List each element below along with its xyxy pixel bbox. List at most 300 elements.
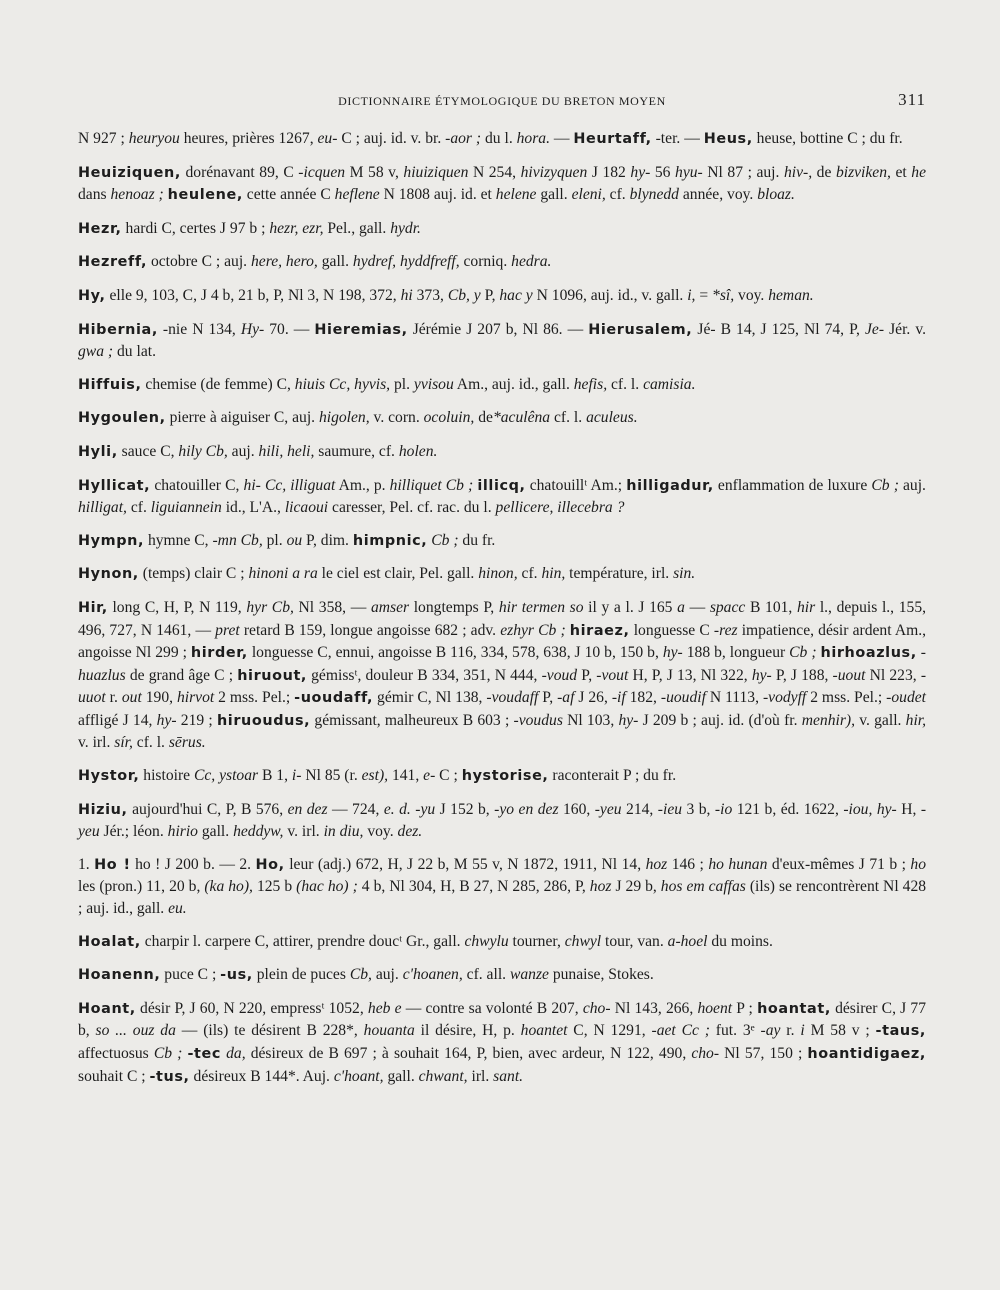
entry-text: N 927 ;: [78, 130, 129, 147]
entry-text: 188 b, longueur: [682, 644, 790, 662]
entry-text: (ils) se rencontrèrent Nl 428 ; auj. id., gall.: [78, 878, 927, 918]
headword: Hoant,: [78, 1000, 136, 1017]
entry-text: aujourd'hui C, P, B 576,: [127, 800, 288, 818]
italic-form: -yeu: [594, 800, 622, 818]
italic-form: liguiannein: [150, 499, 222, 517]
entry-hyllicat: [78, 475, 926, 519]
headword: Hiffuis,: [78, 376, 142, 393]
entry-hiffuis: [78, 374, 926, 397]
italic-form: hiuiziquen: [403, 163, 469, 181]
entry-text: auj.: [371, 966, 403, 984]
entry-text: B 101,: [745, 598, 797, 616]
entry-text: plein de puces: [252, 966, 350, 984]
entry-hoant: [78, 998, 926, 1088]
entry-text: Am., p.: [335, 476, 390, 494]
entry-text: impatience, désir ardent Am., angoisse Nl 299 ;: [78, 621, 927, 662]
headword: hiraez,: [569, 622, 630, 639]
entry-text: octobre C ; auj.: [147, 253, 251, 271]
italic-form: -aet Cc ;: [651, 1022, 710, 1040]
entry-text: chatouillᵗ Am.;: [525, 476, 627, 494]
entry-hiziu: [78, 799, 926, 843]
italic-form: ocoluin,: [423, 409, 475, 427]
entry-text: long C, H, P, N 119,: [107, 598, 247, 616]
italic-form: -uout: [832, 666, 866, 684]
entry-text: fut. 3ᵉ: [709, 1022, 761, 1040]
italic-form: eu-: [317, 130, 338, 147]
italic-form: en dez: [287, 800, 328, 818]
headword: heulene,: [167, 187, 243, 204]
entry-text: hardi C, certes J 97 b ;: [121, 219, 270, 237]
entry-text: gall.: [317, 253, 353, 271]
page-number: 311: [898, 90, 926, 109]
italic-form: -if: [611, 689, 626, 707]
italic-form: licaoui: [284, 499, 329, 517]
headword: hoantidigaez,: [807, 1046, 926, 1062]
entry-heurtaff: [78, 128, 926, 151]
italic-form: (ka ho),: [204, 878, 253, 896]
entry-text: Nl 57, 150 ;: [719, 1045, 808, 1062]
entry-text: Nl 223,: [865, 666, 921, 684]
italic-form: c'hoanen,: [402, 966, 463, 984]
entry-text: 121 b, éd. 1622,: [732, 800, 844, 818]
entry-text: désirer C, J 77 b,: [78, 999, 926, 1040]
italic-form: bizviken,: [835, 163, 891, 181]
italic-form: hilliquet Cb ;: [389, 476, 474, 494]
italic-form: in diu,: [323, 823, 364, 841]
italic-form: hinoni a ra: [248, 565, 318, 583]
italic-form: amser: [370, 598, 410, 616]
entry-text: -ter. —: [651, 130, 704, 147]
entry-text: cf.: [605, 186, 630, 204]
headword: Hir,: [78, 599, 108, 616]
italic-form: hir: [796, 598, 816, 616]
entry-text: P, J 188,: [771, 666, 833, 684]
headword: Hibernia,: [78, 321, 158, 338]
entry-text: =: [695, 286, 713, 304]
entry-text: cette année C: [242, 186, 335, 204]
entry-text: Nl 85 (r.: [301, 767, 362, 785]
italic-form: ou: [286, 531, 303, 549]
entry-hympn: [78, 530, 926, 553]
entry-text: sauce C,: [117, 442, 179, 460]
italic-form: (hac ho) ;: [296, 878, 358, 896]
headword: hilligadur,: [626, 477, 714, 494]
entry-text: N 1808 auj. id. et: [379, 186, 496, 204]
headword: Hyllicat,: [78, 477, 151, 494]
italic-form: hily Cb,: [178, 442, 228, 460]
entry-text: tour, van.: [601, 932, 668, 950]
entry-text: désir P, J 60, N 220, empressᵗ 1052,: [135, 999, 368, 1017]
italic-form: hy-: [156, 711, 177, 729]
italic-form: -voudaff: [486, 689, 539, 707]
italic-form: Cb,: [349, 966, 372, 984]
headword: hirhoazlus,: [820, 645, 917, 662]
italic-form: so ... ouz da: [95, 1022, 176, 1040]
italic-form: sin.: [673, 565, 696, 583]
entry-text: le ciel est clair, Pel. gall.: [317, 565, 479, 583]
entry-text: r.: [780, 1022, 801, 1040]
entry-text: voy.: [734, 286, 769, 304]
entry-text: 4 b, Nl 304, H, B 27, N 285, 286, P,: [357, 878, 590, 896]
entry-text: C ; auj. id. v. br.: [337, 130, 446, 147]
headword: -tus,: [149, 1068, 190, 1085]
running-title: DICTIONNAIRE ÉTYMOLOGIQUE DU BRETON MOYEN: [338, 94, 666, 108]
entry-text: —: [684, 598, 710, 616]
headword: Ho,: [255, 856, 285, 873]
entry-text: année, voy.: [678, 186, 758, 204]
entry-text: auj.: [898, 476, 926, 494]
entry-text: 160,: [558, 800, 595, 818]
entry-text: v. irl.: [283, 823, 324, 841]
headword: hystorise,: [461, 768, 549, 785]
entry-text: de grand âge C ;: [125, 666, 238, 684]
italic-form: -vodyff: [762, 689, 807, 707]
headword: Heuiziquen,: [78, 164, 181, 181]
entry-text: (temps) clair C ;: [138, 565, 249, 583]
italic-form: eleni,: [571, 186, 606, 204]
entry-text: leur (adj.) 672, H, J 22 b, M 55 v, N 1872, 1911, Nl 14,: [284, 855, 646, 873]
entry-text: cf. l.: [132, 734, 169, 752]
italic-form: -oudet: [886, 689, 926, 707]
entry-text: Nl 358, —: [293, 598, 371, 616]
italic-form: hydr.: [390, 219, 421, 237]
italic-form: hir,: [905, 711, 927, 729]
entry-text: C, N 1291,: [567, 1022, 652, 1040]
entry-text: 1.: [78, 855, 95, 873]
entry-text: C ;: [435, 767, 462, 785]
italic-form: hirio: [167, 823, 198, 841]
entry-text: puce C ;: [160, 966, 221, 984]
entry-text: chatouiller C,: [150, 476, 244, 494]
entry-text: N 254,: [468, 163, 521, 181]
italic-form: *aculêna: [492, 409, 551, 427]
italic-form: spacc: [709, 598, 746, 616]
italic-form: -icquen: [298, 163, 346, 181]
entry-text: — 724,: [327, 800, 384, 818]
entry-text: Jé- B 14, J 125, Nl 74, P,: [692, 320, 865, 338]
italic-form: a-hoel: [667, 932, 708, 950]
entry-text: Nl 143, 266,: [610, 999, 698, 1017]
entry-text: gall.: [383, 1067, 419, 1085]
entry-text: J 182: [587, 163, 631, 181]
italic-form: hinon,: [478, 565, 518, 583]
dictionary-page: [78, 88, 926, 1099]
entry-text: enflammation de luxure: [713, 476, 872, 494]
italic-form: sērus.: [168, 734, 206, 752]
entry-text: pl.: [390, 375, 414, 393]
italic-form: -voud: [541, 666, 578, 684]
italic-form: hilligat,: [78, 499, 127, 517]
entry-hezr: [78, 218, 926, 241]
headword: hoantat,: [757, 1000, 831, 1017]
italic-form: out: [121, 689, 142, 707]
entry-text: Jér. v.: [884, 320, 927, 338]
entry-text: r.: [105, 689, 122, 707]
italic-form: hoz: [645, 855, 668, 873]
entry-hoanenn: [78, 964, 926, 987]
italic-form: hy-: [618, 711, 639, 729]
italic-form: -voudus: [513, 711, 563, 729]
italic-form: Cb ;: [153, 1045, 183, 1062]
entry-text: heuse, bottine C ; du fr.: [752, 130, 903, 147]
entry-text: M 58 v ;: [804, 1022, 876, 1040]
entry-text: v. gall.: [855, 711, 906, 729]
entry-hystor: [78, 765, 926, 788]
italic-form: hefis,: [573, 375, 608, 393]
entry-text: 190,: [141, 689, 177, 707]
entry-text: P,: [480, 286, 500, 304]
entry-text: charpir l. carpere C, attirer, prendre doucᵗ Gr., gall.: [140, 932, 465, 950]
entry-text: P,: [538, 689, 558, 707]
italic-form: Cb, y: [447, 286, 481, 304]
italic-form: ezhyr Cb ;: [500, 621, 566, 639]
headword: Hystor,: [78, 768, 140, 785]
entry-text: gémir C, Nl 138,: [373, 689, 487, 707]
italic-form: hiv-,: [783, 163, 813, 181]
italic-form: hoent: [697, 999, 733, 1017]
entries: [78, 128, 926, 1088]
entry-text: N 1096, auj. id., v. gall.: [532, 286, 688, 304]
italic-form: hyu-: [675, 163, 703, 181]
headword: Hoanenn,: [78, 967, 161, 984]
headword: illicq,: [477, 477, 526, 494]
entry-text: dans: [78, 186, 111, 204]
entry-text: l., depuis l., 155, 496, 727, N 1461, —: [78, 598, 927, 639]
entry-text: Jér.; léon.: [99, 823, 168, 841]
italic-form: Hy-: [240, 320, 265, 338]
headword: himpnic,: [352, 532, 428, 549]
italic-form: chwant,: [418, 1067, 468, 1085]
entry-hibernia: [78, 319, 926, 363]
entry-hy: [78, 285, 926, 308]
italic-form: est),: [361, 767, 389, 785]
entry-text: ho ! J 200 b. — 2.: [130, 855, 256, 873]
italic-form: eu.: [168, 900, 187, 918]
entry-text: 2 mss. Pel.;: [806, 689, 887, 707]
italic-form: i-: [291, 767, 302, 785]
italic-form: wanze: [509, 966, 549, 984]
italic-form: sír,: [114, 734, 133, 752]
italic-form: hydref, hyddfreff,: [352, 253, 460, 271]
italic-form: hac y: [499, 286, 533, 304]
italic-form: c'hoant,: [333, 1067, 384, 1085]
italic-form: hora.: [516, 130, 550, 147]
italic-form: hos em caffas: [660, 878, 746, 896]
italic-form: -mn Cb,: [212, 531, 263, 549]
italic-form: Je-: [865, 320, 885, 338]
italic-form: blynedd: [629, 186, 679, 204]
entry-text: saumure, cf.: [314, 442, 399, 460]
entry-text: J 29 b,: [611, 878, 661, 896]
entry-text: les (pron.) 11, 20 b,: [78, 878, 205, 896]
italic-form: here, hero,: [250, 253, 318, 271]
italic-form: -af: [557, 689, 575, 707]
entry-text: id., L'A.,: [221, 499, 285, 517]
entry-text: de: [812, 163, 836, 181]
italic-form: yvisou: [413, 375, 454, 393]
italic-form: hi- Cc, illiguat: [243, 476, 336, 494]
entry-text: -nie N 134,: [157, 320, 241, 338]
entry-text: v. irl.: [78, 734, 115, 752]
entry-text: du fr.: [458, 531, 496, 549]
entry-text: voy.: [363, 823, 398, 841]
entry-text: dorénavant 89, C: [180, 163, 299, 181]
entry-text: cf. l.: [550, 409, 587, 427]
entry-text: d'eux-mêmes J 71 b ;: [767, 855, 911, 873]
entry-text: 373,: [412, 286, 448, 304]
entry-hezreff: [78, 251, 926, 274]
entry-text: de: [474, 409, 493, 427]
italic-form: e. d. -yu: [383, 800, 436, 818]
entry-text: tourner,: [508, 932, 565, 950]
entry-text: pierre à aiguiser C, auj.: [165, 409, 319, 427]
italic-form: ho hunan: [708, 855, 768, 873]
italic-form: hoz: [589, 878, 612, 896]
page-header: [78, 88, 926, 114]
entry-text: histoire: [139, 767, 194, 785]
entry-text: Pel., gall.: [323, 219, 391, 237]
italic-form: higolen,: [318, 409, 370, 427]
entry-hynon: [78, 563, 926, 586]
entry-text: auj.: [227, 442, 259, 460]
entry-text: raconterait P ; du fr.: [548, 767, 677, 785]
entry-text: affligé J 14,: [78, 711, 157, 729]
entry-text: Nl 87 ; auj.: [702, 163, 784, 181]
entry-text: 125 b: [252, 878, 297, 896]
entry-text: cf. l.: [607, 375, 644, 393]
entry-text: et: [890, 163, 912, 181]
entry-text: il y a l. J 165: [583, 598, 678, 616]
entry-text: 56: [650, 163, 676, 181]
headword: Hiziu,: [78, 801, 128, 818]
italic-form: hir termen so: [498, 598, 584, 616]
italic-form: -rez: [713, 621, 738, 639]
entry-text: P, dim.: [302, 531, 353, 549]
entry-text: du l.: [481, 130, 517, 147]
italic-form: hirvot: [176, 689, 215, 707]
entry-text: cf.: [126, 499, 151, 517]
italic-form: e-: [423, 767, 436, 785]
entry-text: gémissᵗ, douleur B 334, 351, N 444,: [306, 666, 542, 684]
entry-text: 146 ;: [667, 855, 709, 873]
headword: hiruout,: [237, 667, 307, 684]
entry-text: longuesse C: [629, 621, 714, 639]
entry-text: J 26,: [574, 689, 612, 707]
headword: Hoalat,: [78, 933, 141, 950]
entry-text: 3 b,: [682, 800, 715, 818]
headword: Hygoulen,: [78, 410, 166, 427]
entry-text: chemise (de femme) C,: [141, 375, 295, 393]
italic-form: -iou, hy-: [843, 800, 897, 818]
italic-form: Cb ;: [871, 476, 899, 494]
italic-form: hy-: [662, 644, 683, 662]
italic-form: -io: [714, 800, 733, 818]
italic-form: houanta: [363, 1022, 415, 1040]
entry-text: cf. all.: [462, 966, 510, 984]
italic-form: hiuis Cc, hyvis,: [294, 375, 391, 393]
italic-form: heman.: [768, 286, 814, 304]
entry-text: P,: [577, 666, 597, 684]
italic-form: -yeu: [78, 800, 927, 841]
entry-text: Am., auj. id., gall.: [453, 375, 574, 393]
headword: Hieremias,: [314, 321, 408, 338]
italic-form: gwa ;: [78, 343, 114, 361]
entry-hoalat: [78, 931, 926, 954]
entry-text: du lat.: [113, 343, 156, 361]
italic-form: heb e: [367, 999, 402, 1017]
italic-form: Cb ;: [789, 644, 817, 662]
italic-form: sant.: [493, 1067, 524, 1085]
entry-text: B 1,: [258, 767, 292, 785]
italic-form: he: [911, 163, 927, 181]
entry-text: irl.: [467, 1067, 494, 1085]
entry-text: — (ils) te désirent B 228*,: [175, 1022, 364, 1040]
italic-form: -uoudif: [660, 689, 706, 707]
headword: Hyli,: [78, 443, 118, 460]
headword: -tec: [187, 1046, 221, 1062]
entry-text: corniq.: [459, 253, 512, 271]
italic-form: holen.: [398, 442, 438, 460]
italic-form: -ay: [760, 1022, 781, 1040]
entry-text: Jérémie J 207 b, Nl 86. —: [407, 320, 589, 338]
italic-form: -huazlus: [78, 644, 926, 684]
headword: Heurtaff,: [573, 131, 652, 147]
italic-form: -vout: [596, 666, 629, 684]
italic-form: helene: [495, 186, 537, 204]
entry-text: — contre sa volonté B 207,: [401, 999, 583, 1017]
entry-ho: [78, 854, 926, 920]
entry-text: souhait C ;: [78, 1067, 150, 1085]
entry-text: 70. —: [264, 320, 315, 338]
italic-form: pellicere, illecebra ?: [495, 499, 625, 517]
entry-text: 182,: [625, 689, 661, 707]
italic-form: chwyl: [564, 932, 602, 950]
entry-text: heures, prières 1267,: [179, 130, 318, 147]
italic-form: heuryou: [128, 130, 180, 147]
italic-form: chwylu: [464, 932, 509, 950]
italic-form: hi: [400, 286, 413, 304]
headword: Hy,: [78, 287, 106, 304]
headword: -uoudaff,: [294, 690, 374, 707]
entry-text: caresser, Pel. cf. rac. du l.: [328, 499, 496, 517]
italic-form: -aor ;: [445, 130, 482, 147]
entry-hygoulen: [78, 407, 926, 430]
italic-form: hin,: [541, 565, 566, 583]
italic-form: -yo en dez: [494, 800, 559, 818]
italic-form: cho-: [582, 999, 611, 1017]
entry-text: désireux B 144*. Auj.: [189, 1067, 334, 1085]
entry-hyli: [78, 441, 926, 464]
entry-text: H,: [896, 800, 921, 818]
italic-form: hyr Cb,: [246, 598, 294, 616]
italic-form: bloaz.: [757, 186, 795, 204]
entry-hir: [78, 597, 926, 754]
entry-text: désireux de B 697 ; à souhait 164, P, bien, avec ardeur, N 122, 490,: [245, 1045, 692, 1062]
italic-form: hy-: [751, 666, 772, 684]
italic-form: i: [800, 1022, 805, 1040]
entry-text: longuesse C, ennui, angoisse B 116, 334, 578, 638, J 10 b, 150 b,: [247, 644, 663, 662]
entry-heuiziquen: [78, 162, 926, 207]
italic-form: -ieu: [657, 800, 683, 818]
entry-text: J 209 b ; auj. id. (d'où fr.: [638, 711, 802, 729]
italic-form: hy-: [630, 163, 651, 181]
entry-text: affectuosus: [78, 1045, 154, 1062]
italic-form: hivizyquen: [520, 163, 588, 181]
entry-text: 141,: [388, 767, 424, 785]
headword: -taus,: [875, 1023, 926, 1040]
italic-form: henoaz ;: [110, 186, 164, 204]
italic-form: Cb ;: [431, 531, 459, 549]
